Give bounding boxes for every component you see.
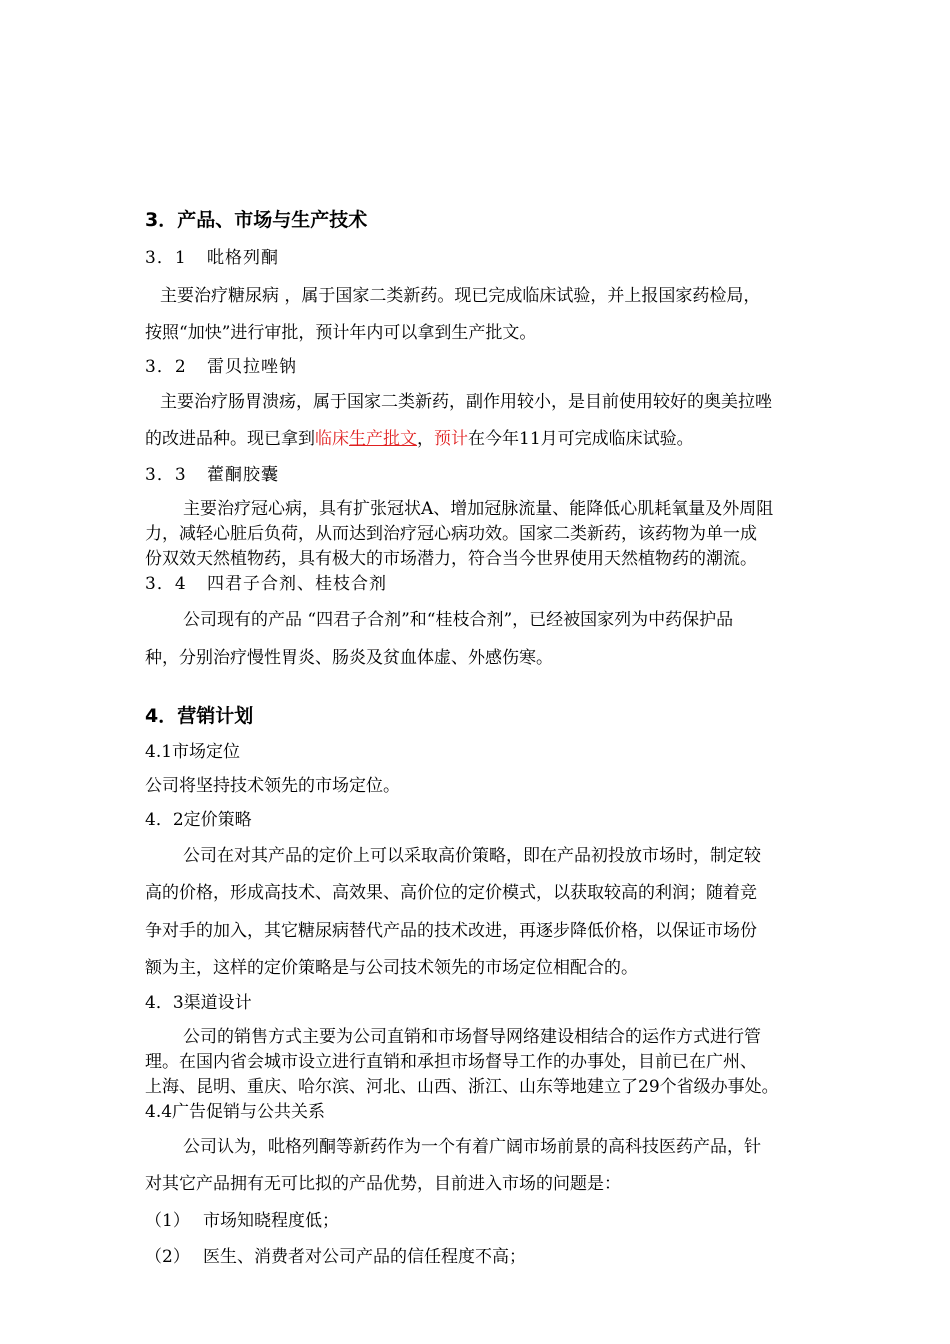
list-text: 医生、消费者对公司产品的信任程度不高； xyxy=(203,1247,526,1267)
list-marker: （1） xyxy=(145,1211,190,1231)
item-title: 雷贝拉唑钠 xyxy=(207,357,297,377)
paragraph-line: 额为主，这样的定价策略是与公司技术领先的市场定位相配合的。 xyxy=(145,958,638,978)
list-text: 市场知晓程度低； xyxy=(203,1211,339,1231)
paragraph-line: 对其它产品拥有无可比拟的产品优势，目前进入市场的问题是： xyxy=(145,1174,621,1194)
section-3-heading: 3．产品、市场与生产技术 xyxy=(145,209,368,231)
underlined-highlighted-text: 生产批文 xyxy=(349,429,417,449)
subsection-4-4-title: 4.4广告促销与公共关系 xyxy=(145,1102,326,1122)
item-number: 3．2 xyxy=(145,357,187,377)
list-marker: （2） xyxy=(145,1247,190,1267)
subsection-4-2-title: 4．2定价策略 xyxy=(145,810,252,830)
paragraph-line: 理。在国内省会城市设立进行直销和承担市场督导工作的办事处，目前已在广州、 xyxy=(145,1052,757,1072)
paragraph-line: 公司现有的产品 “四君子合剂”和“桂枝合剂”，已经被国家列为中药保护品 xyxy=(183,610,734,630)
paragraph-line: 主要治疗冠心病，具有扩张冠状A、增加冠脉流量、能降低心肌耗氧量及外周阻 xyxy=(183,499,774,519)
paragraph-line: 力，减轻心脏后负荷，从而达到治疗冠心病功效。国家二类新药，该药物为单一成 xyxy=(145,524,757,544)
highlighted-text: 预计 xyxy=(434,429,468,449)
text-run: ， xyxy=(417,429,434,449)
item-number: 3．1 xyxy=(145,248,187,268)
item-3-4-heading xyxy=(145,573,387,595)
item-number: 3．3 xyxy=(145,465,187,485)
paragraph-line: 高的价格，形成高技术、高效果、高价位的定价模式，以获取较高的利润；随着竞 xyxy=(145,883,757,903)
text-run: 的改进品种。现已拿到 xyxy=(145,429,315,449)
paragraph-line: 公司认为，吡格列酮等新药作为一个有着广阔市场前景的高科技医药产品，针 xyxy=(183,1137,761,1157)
item-3-1-heading xyxy=(145,247,279,269)
highlighted-text: 临床 xyxy=(315,429,349,449)
paragraph-line: 按照“加快”进行审批，预计年内可以拿到生产批文。 xyxy=(145,323,537,343)
item-number: 3．4 xyxy=(145,574,187,594)
text-run: 在今年11月可完成临床试验。 xyxy=(468,429,694,449)
paragraph-line: 公司将坚持技术领先的市场定位。 xyxy=(145,776,400,796)
paragraph-line: 公司在对其产品的定价上可以采取高价策略，即在产品初投放市场时，制定较 xyxy=(183,846,761,866)
item-3-2-heading xyxy=(145,356,297,378)
list-item xyxy=(145,1246,526,1268)
item-3-3-heading xyxy=(145,464,279,486)
paragraph-line xyxy=(145,428,694,450)
paragraph-line: 种，分别治疗慢性胃炎、肠炎及贫血体虚、外感伤寒。 xyxy=(145,648,553,668)
item-title: 藿酮胶囊 xyxy=(207,465,279,485)
paragraph-line: 主要治疗肠胃溃疡，属于国家二类新药，副作用较小，是目前使用较好的奥美拉唑 xyxy=(160,392,772,412)
paragraph-line: 争对手的加入，其它糖尿病替代产品的技术改进，再逐步降低价格，以保证市场份 xyxy=(145,921,757,941)
item-title: 四君子合剂、桂枝合剂 xyxy=(207,574,387,594)
paragraph-line: 主要治疗糖尿病 ，属于国家二类新药。现已完成临床试验，并上报国家药检局， xyxy=(160,286,761,306)
list-item xyxy=(145,1210,339,1232)
paragraph-line: 份双效天然植物药，具有极大的市场潜力，符合当今世界使用天然植物药的潮流。 xyxy=(145,549,757,569)
section-4-heading: 4．营销计划 xyxy=(145,705,254,727)
subsection-4-1-title: 4.1市场定位 xyxy=(145,742,241,762)
item-title: 吡格列酮 xyxy=(207,248,279,268)
paragraph-line: 公司的销售方式主要为公司直销和市场督导网络建设相结合的运作方式进行管 xyxy=(183,1027,761,1047)
subsection-4-3-title: 4．3渠道设计 xyxy=(145,993,252,1013)
paragraph-line: 上海、昆明、重庆、哈尔滨、河北、山西、浙江、山东等地建立了29个省级办事处。 xyxy=(145,1077,779,1097)
